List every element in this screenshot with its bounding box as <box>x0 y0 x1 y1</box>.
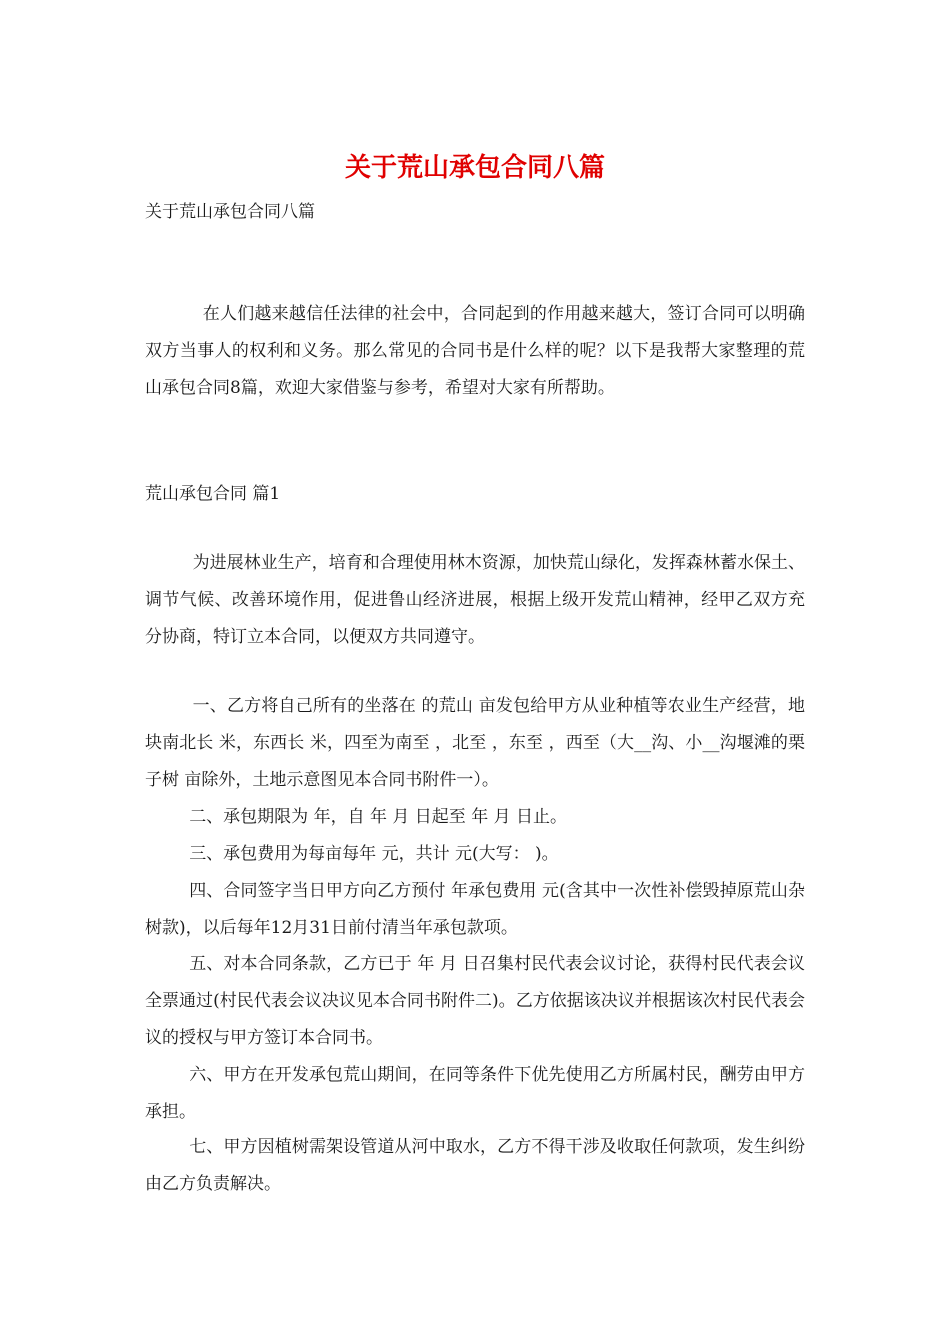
clause-paragraph: 七、甲方因植树需架设管道从河中取水，乙方不得干涉及收取任何款项，发生纠纷由乙方负责解决。 <box>145 1137 805 1194</box>
section-heading: 荒山承包合同 篇1 <box>145 484 281 504</box>
clause-paragraph: 六、甲方在开发承包荒山期间，在同等条件下优先使用乙方所属村民，酬劳由甲方承担。 <box>145 1065 805 1122</box>
document-subtitle: 关于荒山承包合同八篇 <box>145 202 315 222</box>
clause-paragraph: 四、合同签字当日甲方向乙方预付 年承包费用 元(含其中一次性补偿毁掉原荒山杂树款)，以后每年12月31日前付清当年承包款项。 <box>145 881 805 938</box>
clause-paragraph: 二、承包期限为 年，自 年 月 日起至 年 月 日止。 <box>189 807 568 827</box>
intro-paragraph: 在人们越来越信任法律的社会中，合同起到的作用越来越大，签订合同可以明确双方当事人的权利和义务。那么常见的合同书是什么样的呢？以下是我帮大家整理的荒山承包合同8篇，欢迎大家借鉴与参考，希望对大家有所帮助。 <box>145 304 805 398</box>
clause-paragraph: 五、对本合同条款，乙方已于 年 月 日召集村民代表会议讨论，获得村民代表会议全票通过(村民代表会议决议见本合同书附件二)。乙方依据该决议并根据该次村民代表会议的授权与甲方签订本合同书。 <box>145 954 805 1048</box>
document-title: 关于荒山承包合同八篇 <box>344 153 605 183</box>
clause-paragraph: 三、承包费用为每亩每年 元，共计 元(大写： )。 <box>189 844 559 864</box>
purpose-paragraph: 为进展林业生产，培育和合理使用林木资源，加快荒山绿化，发挥森林蓄水保土、调节气候、改善环境作用，促进鲁山经济进展，根据上级开发荒山精神，经甲乙双方充分协商，特订立本合同，以便双方共同遵守。 <box>145 553 805 647</box>
clause-paragraph: 一、乙方将自己所有的坐落在 的荒山 亩发包给甲方从业种植等农业生产经营，地块南北长 米，东西长 米，四至为南至 ，北至 ，东至 ，西至（大__沟、小__沟堰滩的栗子树 亩除外，土地示意图见本合同书附件一）。 <box>145 696 805 790</box>
